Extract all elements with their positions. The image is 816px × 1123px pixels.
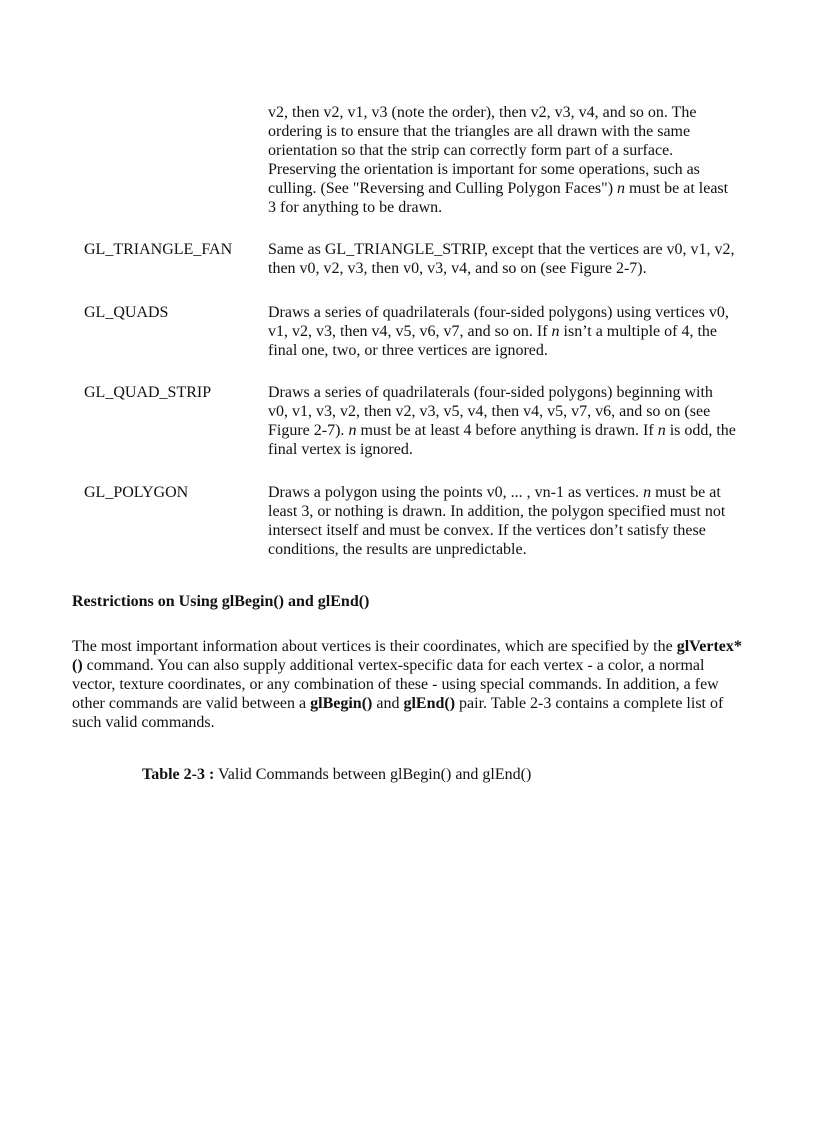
definition-term: GL_POLYGON — [84, 484, 189, 501]
definition-term: GL_QUADS — [84, 304, 169, 321]
variable-n: n — [657, 422, 666, 439]
description-text-a: Draws a series of quadrilaterals (four-sided polygons) beginning with v0, v1, v3, v2, then v2, v3, v5, v4, then v4, v5, v7, v6, and so on (see Figure 2-7). — [268, 384, 713, 439]
definition-term: GL_TRIANGLE_FAN — [84, 241, 233, 258]
paragraph-text-c: and — [372, 695, 404, 712]
definition-description: Same as GL_TRIANGLE_STRIP, except that the vertices are v0, v1, v2, then v0, v2, v3, then v0, v3, v4, and so on (see Figure 2-7). — [268, 241, 735, 277]
triangle-strip-continuation — [268, 103, 738, 217]
description-text-b: must be at least 3, or nothing is drawn. In addition, the polygon specified must not intersect itself and must be convex. If the vertices don’t satisfy these conditions, the results are unpredictable. — [268, 484, 726, 558]
section-paragraph — [72, 637, 748, 732]
variable-n: n — [643, 484, 652, 501]
definition-description — [268, 483, 736, 559]
section-heading: Restrictions on Using glBegin() and glEnd() — [72, 593, 370, 610]
description-text-a: Draws a polygon using the points v0, ... , vn-1 as vertices. — [268, 484, 644, 501]
command-glvertex: glVertex*() — [72, 638, 742, 674]
command-glend: glEnd() — [403, 695, 456, 712]
variable-n: n — [551, 323, 560, 340]
variable-n: n — [348, 422, 357, 439]
continuation-text-2: must be at least 3 for anything to be drawn. — [268, 180, 729, 216]
table-caption-label: Table 2-3 : — [142, 766, 215, 783]
paragraph-text-a: The most important information about vertices is their coordinates, which are specified by the — [72, 638, 677, 655]
paragraph-text-d: pair. Table 2-3 contains a complete list of such valid commands. — [72, 695, 724, 731]
continuation-text-1: v2, then v2, v1, v3 (note the order), then v2, v3, v4, and so on. The ordering is to ensure that the triangles are all drawn with the same orientation so that the strip can correctly form part of a surface. Preserving the orientation is important for some operations, such as culling. (See "Reversing and Culling Polygon Faces") — [268, 104, 700, 197]
definition-term: GL_QUAD_STRIP — [84, 384, 212, 401]
table-caption — [142, 765, 531, 784]
table-caption-text: Valid Commands between glBegin() and glEnd() — [214, 766, 532, 783]
description-text-b: must be at least 4 before anything is drawn. If — [356, 422, 658, 439]
description-text-b: isn’t a multiple of 4, the final one, two, or three vertices are ignored. — [268, 323, 717, 359]
description-text-a: Draws a series of quadrilaterals (four-sided polygons) using vertices v0, v1, v2, v3, then v4, v5, v6, v7, and so on. If — [268, 304, 729, 340]
command-glbegin: glBegin() — [310, 695, 373, 712]
definition-description — [268, 383, 736, 459]
variable-n: n — [617, 180, 626, 197]
description-text-c: is odd, the final vertex is ignored. — [268, 422, 736, 458]
paragraph-text-b: command. You can also supply additional vertex-specific data for each vertex - a color, a normal vector, texture coordinates, or any combination of these - using special commands. In addition, a few other commands are valid between a — [72, 657, 719, 712]
definition-description — [268, 303, 736, 360]
